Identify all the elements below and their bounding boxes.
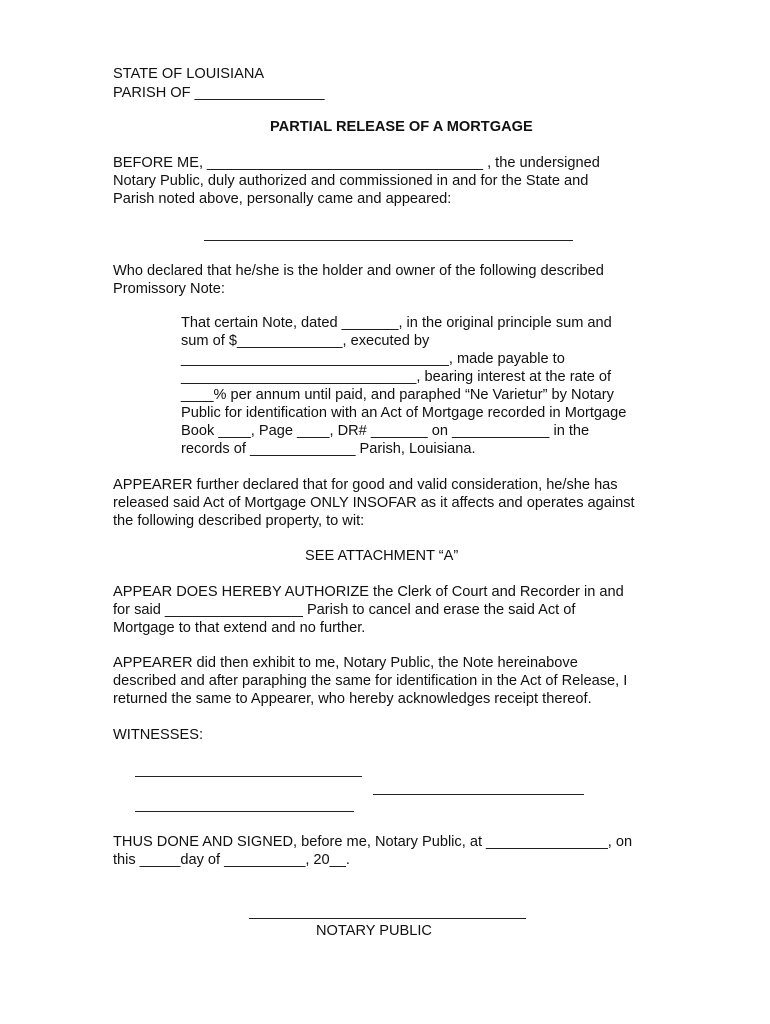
before-me-line-1: BEFORE ME, __________________________________ , the undersigned	[113, 155, 600, 171]
appearer-declared-line-2: released said Act of Mortgage ONLY INSOFAR as it affects and operates against	[113, 495, 635, 511]
appearer-declared-line-1: APPEARER further declared that for good and valid consideration, he/she has	[113, 477, 618, 493]
note-line-7: Book ____, Page ____, DR# _______ on ____________ in the	[181, 423, 590, 439]
done-signed-line-2: this _____day of __________, 20__.	[113, 852, 350, 868]
note-line-3: _________________________________, made payable to	[181, 351, 565, 367]
declared-line-2: Promissory Note:	[113, 281, 225, 297]
authorize-line-3: Mortgage to that extend and no further.	[113, 620, 366, 636]
done-signed-line-1: THUS DONE AND SIGNED, before me, Notary Public, at _______________, on	[113, 834, 633, 850]
see-attachment: SEE ATTACHMENT “A”	[305, 548, 459, 564]
appearer-name-line	[204, 240, 573, 241]
note-line-6: Public for identification with an Act of Mortgage recorded in Mortgage	[181, 405, 627, 421]
authorize-line-2: for said _________________ Parish to cancel and erase the said Act of	[113, 602, 576, 618]
appearer-declared-line-3: the following described property, to wit:	[113, 513, 365, 529]
note-line-5: ____% per annum until paid, and paraphed “Ne Varietur” by Notary	[181, 387, 614, 403]
exhibit-line-2: described and after paraphing the same for identification in the Act of Release, I	[113, 673, 628, 689]
notary-public-label: NOTARY PUBLIC	[316, 923, 432, 939]
note-line-2: sum of $_____________, executed by	[181, 333, 430, 349]
parish-heading: PARISH OF ________________	[113, 85, 325, 101]
notary-signature-line	[249, 918, 526, 919]
document-title: PARTIAL RELEASE OF A MORTGAGE	[270, 119, 533, 135]
authorize-line-1: APPEAR DOES HEREBY AUTHORIZE the Clerk of Court and Recorder in and	[113, 584, 624, 600]
exhibit-line-1: APPEARER did then exhibit to me, Notary Public, the Note hereinabove	[113, 655, 578, 671]
before-me-line-3: Parish noted above, personally came and appeared:	[113, 191, 452, 207]
state-heading: STATE OF LOUISIANA	[113, 66, 265, 82]
note-line-8: records of _____________ Parish, Louisiana.	[181, 441, 476, 457]
note-line-1: That certain Note, dated _______, in the original principle sum and	[181, 315, 612, 331]
witnesses-label: WITNESSES:	[113, 727, 204, 743]
witness-signature-line-1	[135, 776, 362, 777]
exhibit-line-3: returned the same to Appearer, who hereby acknowledges receipt thereof.	[113, 691, 592, 707]
before-me-line-2: Notary Public, duly authorized and commissioned in and for the State and	[113, 173, 589, 189]
note-line-4: _____________________________, bearing interest at the rate of	[181, 369, 612, 385]
appearer-signature-line	[373, 794, 584, 795]
declared-line-1: Who declared that he/she is the holder and owner of the following described	[113, 263, 604, 279]
witness-signature-line-2	[135, 811, 354, 812]
